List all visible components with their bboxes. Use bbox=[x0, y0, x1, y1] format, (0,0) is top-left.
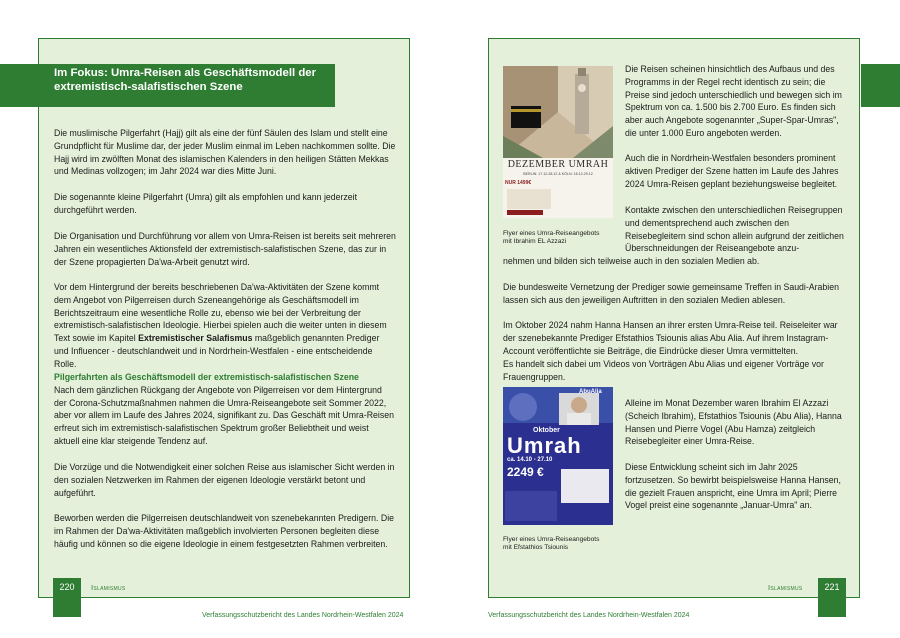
left-paragraph-1: Die muslimische Pilgerfahrt (Hajj) gilt als eine der fünf Säulen des Islam und stellt eine Grundpflicht für Muslime dar, der jeder Muslim einmal im Leben nachkommen sollte. Die Hajj wird im zwölften Monat des islamischen Kalenders in den heiligen Stätten Mekkas und Medinas vollzogen; im Jahr 2024 war dies Mitte Juni. bbox=[54, 128, 396, 177]
left-paragraph-4 bbox=[54, 281, 396, 371]
flyer2-price: 2249 € bbox=[507, 465, 544, 479]
umrah-flyer-december bbox=[503, 66, 613, 218]
figure1-caption-line-1: Flyer eines Umra-Reiseangebots bbox=[503, 230, 600, 237]
flyer1-dates: BERLIN: 17.12-28.12 & KÖLN: 18.12-29.12 bbox=[523, 172, 593, 176]
flyer2-brand: AbuAlia bbox=[579, 389, 602, 395]
right-paragraph-4: Die bundesweite Vernetzung der Prediger sowie gemeinsame Treffen in Saudi-Arabien lassen sich aus den jeweiligen Auftritten in den sozialen Medien ablesen. bbox=[503, 282, 839, 305]
p4-text-b: maßgeblich genannten Prediger und Influencer - deutschlandweit und in Nordrhein-Westfalen - eine entscheidende Rolle. bbox=[54, 333, 380, 369]
flyer2-dates: ca. 14.10 - 27.10 bbox=[507, 457, 553, 463]
umrah-flyer-october bbox=[503, 387, 613, 525]
right-paragraph-3a: Kontakte zwischen den unterschiedlichen Reisegruppen und dementsprechend auch zwischen den Reisebegleitern sind schon allein aufgrund der zeitlichen Überschneidungen der Reiseangebote anzu- bbox=[625, 205, 844, 254]
figure1-caption bbox=[503, 230, 599, 247]
page-number-left: 220 bbox=[59, 582, 75, 592]
figure1-caption-line-2: mit Ibrahim EL Azzazi bbox=[503, 238, 567, 246]
right-paragraph-1: Die Reisen scheinen hinsichtlich des Aufbaus und des Programms in der Regel recht identisch zu sein; die Preise sind jedoch unterschiedlich und bewegen sich im Spektrum von ca. 1.500 bis 2.700 Euro. Es finden sich aber auch Angebote sogenannter „Super-Spar-Umras", die unter 1.000 Euro angeboten werden. bbox=[625, 64, 842, 138]
figure2-caption-line-2: mit Efstathios Tsiounis bbox=[503, 544, 569, 552]
figure2-caption bbox=[503, 536, 599, 553]
flyer2-month: Oktober bbox=[533, 427, 560, 434]
right-paragraph-3b: nehmen und bilden sich teilweise auch in den sozialen Medien ab. bbox=[503, 256, 760, 266]
right-edge-band bbox=[861, 64, 900, 107]
left-paragraph-5 bbox=[54, 371, 396, 448]
p5b-text: Es handelt sich dabei um Videos von Vorträgen Abu Alias und eigener Vorträge vor Frauengruppen. bbox=[503, 359, 824, 382]
right-paragraph-5a: Im Oktober 2024 nahm Hanna Hansen an ihrer ersten Umra-Reise teil. Reiseleiter war der szenebekannte Prediger Efstathios Tsiounis alias Abu Alia. Auf ihrem Instagram-Account veröffentlichte sie Beiträge, die Eindrücke dieser Umra vermittelten. bbox=[503, 320, 838, 356]
right-paragraph-5b bbox=[503, 358, 848, 384]
footer-left: Verfassungsschutzbericht des Landes Nordrhein-Westfalen 2024 bbox=[202, 612, 404, 619]
footer-right: Verfassungsschutzbericht des Landes Nordrhein-Westfalen 2024 bbox=[488, 612, 690, 619]
p4-text-a: Vor dem Hintergrund der bereits beschriebenen Da'wa-Aktivitäten der Szene kommt dem Angebot von Pilgerreisen durch Szeneangehörige als Geschäftsmodell im Berichtszeitraum eine wesentliche Rolle zu, ebenso wie bei der Verbreitung der extremistisch-salafistischen Ideologie. Hierbei spielen auch die weiter unten in diesem Text sowie im Kapitel bbox=[54, 282, 387, 344]
chapter-reference: Extremistischer Salafismus bbox=[138, 333, 253, 344]
flyer2-title: Umrah bbox=[507, 433, 582, 458]
right-paragraph-2: Auch die in Nordrhein-Westfalen besonders prominent aktiven Prediger der Szene hatten im Laufe des Jahres 2024 Umra-Reisen geplant beziehungsweise begleitet. bbox=[625, 153, 839, 189]
subheading: Pilgerfahrten als Geschäftsmodell der extremistisch-salafistischen Szene bbox=[54, 372, 359, 382]
page-number-right: 221 bbox=[824, 582, 840, 592]
section-heading bbox=[54, 67, 329, 94]
left-paragraph-6: Die Vorzüge und die Notwendigkeit einer solchen Reise aus islamischer Sicht werden in den sozialen Netzwerken im Rahmen der eigenen Ideologie verstärkt betont und aufgeführt. bbox=[54, 462, 395, 498]
left-paragraph-2: Die sogenannte kleine Pilgerfahrt (Umra) gilt als empfohlen und kann jederzeit durchgeführt werden. bbox=[54, 192, 358, 215]
section-label-left: Islamismus bbox=[91, 583, 126, 592]
flyer1-price: NUR 1499€ bbox=[505, 180, 532, 186]
heading-line-1: Im Fokus: Umra-Reisen als Geschäftsmodell der bbox=[54, 67, 317, 79]
figure2-caption-line-1: Flyer eines Umra-Reiseangebots bbox=[503, 536, 600, 543]
p5-text: Nach dem gänzlichen Rückgang der Angebote von Pilgerreisen vor dem Hintergrund der Corona-Schutzmaßnahmen nahmen die Umra-Reiseangebote seit Sommer 2022, aber vor allem im Laufe des Jahres 2024, signifikant zu. Das Geschäft mit Umra-Reisen erfreut sich im extremistisch-salafistischen Spektrum großer Beliebtheit und weist aktuell eine klar steigende Tendenz auf. bbox=[54, 384, 394, 446]
left-paragraph-7: Beworben werden die Pilgerreisen deutschlandweit von szenebekannten Predigern. Die im Rahmen der Da'wa-Aktivitäten maßgeblich involvierten Personen begleiten diese häufig und können so die eigene Ideologie in einem festgesetzten Rahmen verbreiten. bbox=[54, 513, 395, 549]
left-paragraph-3: Die Organisation und Durchführung vor allem von Umra-Reisen ist bereits seit mehreren Jahren ein wesentliches Aktionsfeld der extremistisch-salafistischen Szene, das zur in der Szene propagierten Da'wa-Arbeit genutzt wird. bbox=[54, 231, 396, 267]
heading-line-2: extremistisch-salafistischen Szene bbox=[54, 80, 243, 93]
right-paragraph-6: Alleine im Monat Dezember waren Ibrahim El Azzazi (Scheich Ibrahim), Efstathios Tsiounis (Abu Alia), Hanna Hansen und Pierre Vogel (Abu Hamza) zeitgleich Reisebegleiter einer Umra-Reise. bbox=[625, 398, 842, 447]
flyer1-title: DEZEMBER UMRAH bbox=[507, 159, 609, 170]
section-label-right: Islamismus bbox=[768, 583, 803, 592]
right-paragraph-7: Diese Entwicklung scheint sich im Jahr 2025 fortzusetzen. So bewirbt beispielsweise Hanna Hansen, die gezielt Frauen anspricht, eine Umra im April; Pierre Vogel preist eine sogenannte „Januar-Umra" an. bbox=[625, 462, 841, 511]
flyer-artwork bbox=[503, 66, 613, 218]
